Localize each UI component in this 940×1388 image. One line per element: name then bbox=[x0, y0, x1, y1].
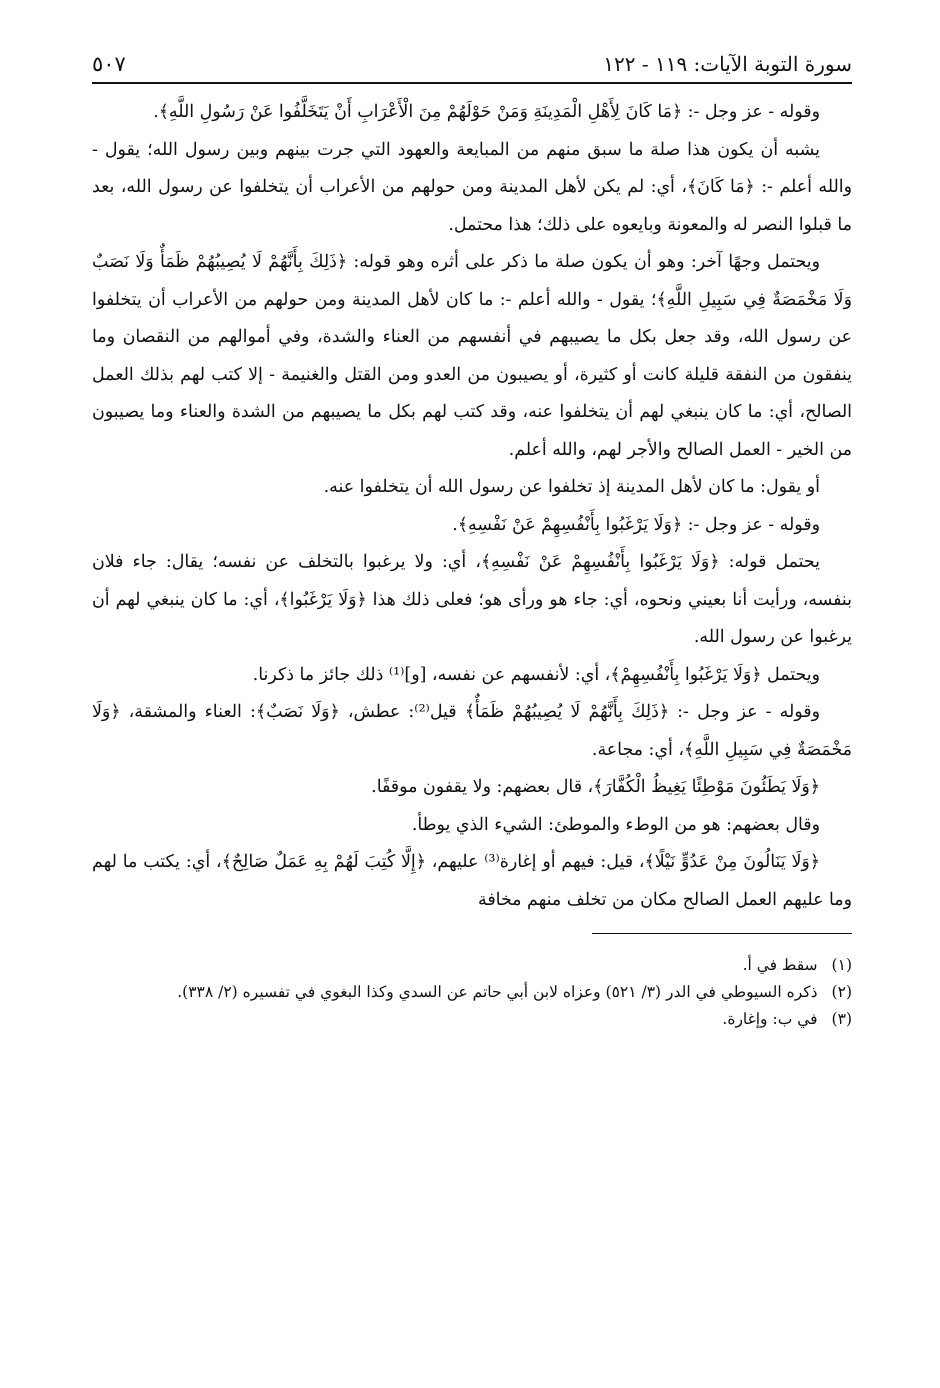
paragraph: ﴿وَلَا يَطَئُونَ مَوْطِئًا يَغِيظُ الْكُفَّارَ﴾، قال بعضهم: ولا يقفون موقفًا. bbox=[371, 777, 820, 797]
footnote-separator bbox=[592, 933, 852, 934]
paragraph: وقال بعضهم: هو من الوطء والموطئ: الشيء الذي يوطأ. bbox=[411, 814, 820, 835]
footnotes bbox=[92, 952, 852, 1033]
paragraph: وقوله - عز وجل -: ﴿ذَلِكَ بِأَنَّهُمْ لَا يُصِيبُهُمْ ظَمَأٌ﴾ قيل⁽²⁾: عطش، ﴿وَلَا نَصَبٌ﴾: العناء والمشقة، ﴿وَلَا مَخْمَصَةٌ فِي سَبِيلِ اللَّهِ﴾، أي: مجاعة. bbox=[92, 702, 852, 760]
page-header bbox=[92, 52, 852, 84]
footnote-text: سقط في أ. bbox=[742, 956, 818, 974]
page-number: ٥٠٧ bbox=[92, 52, 126, 76]
paragraph: ويحتمل ﴿وَلَا يَرْغَبُوا بِأَنْفُسِهِمْ﴾، أي: لأنفسهم عن نفسه، [و]⁽¹⁾ ذلك جائز ما ذكرنا. bbox=[252, 664, 820, 685]
footnote-number: (٣) bbox=[831, 1010, 852, 1028]
footnote-text: في ب: وإغارة. bbox=[722, 1010, 818, 1028]
paragraph: أو يقول: ما كان لأهل المدينة إذ تخلفوا عن رسول الله أن يتخلفوا عنه. bbox=[323, 477, 820, 497]
footnote bbox=[92, 1006, 852, 1033]
paragraph: ويحتمل وجهًا آخر: وهو أن يكون صلة ما ذكر على أثره وهو قوله: ﴿ذَلِكَ بِأَنَّهُمْ لَا يُصِيبُهُمْ ظَمَأٌ وَلَا نَصَبٌ وَلَا مَخْمَصَةٌ فِي سَبِيلِ اللَّهِ﴾؛ يقول - والله أعلم -: ما كان لأهل المدينة ومن حولهم من الأعراب أن يتخلفوا عن رسول الله، وقد جعل بكل ما يصيبهم في أنفسهم من العناء والشدة، وفي أموالهم من النقصان وما ينفقون من النفقة قليلة كانت أو كثيرة، أو يصيبون من العدو ومن القتل والغنيمة - إلا كتب لهم بذلك العمل الصالح، أي: ما كان ينبغي لهم أن يتخلفوا عنه، وقد كتب لهم بكل ما يصيبهم من الشدة والعناء وما يصيبون من الخير - العمل الصالح والأجر لهم، والله أعلم. bbox=[92, 252, 852, 460]
footnote-number: (١) bbox=[831, 956, 852, 974]
paragraph: وقوله - عز وجل -: ﴿مَا كَانَ لِأَهْلِ الْمَدِينَةِ وَمَنْ حَوْلَهُمْ مِنَ الْأَعْرَابِ أَنْ يَتَخَلَّفُوا عَنْ رَسُولِ اللَّهِ﴾. bbox=[153, 102, 820, 122]
paragraph: ﴿وَلَا يَنَالُونَ مِنْ عَدُوٍّ نَيْلًا﴾، قيل: فيهم أو إغارة⁽³⁾ عليهم، ﴿إِلَّا كُتِبَ لَهُمْ بِهِ عَمَلٌ صَالِحٌ﴾، أي: يكتب ما لهم وما عليهم العمل الصالح مكان من تخلف منهم مخافة bbox=[92, 852, 852, 910]
paragraph: يشبه أن يكون هذا صلة ما سبق منهم من المبايعة والعهود التي جرت بينهم وبين رسول الله؛ يقول - والله أعلم -: ﴿مَا كَانَ﴾، أي: لم يكن لأهل المدينة ومن حولهم من الأعراب أن يتخلفوا عن رسول الله، بعد ما قبلوا النصر له والمعونة وبايعوه على ذلك؛ هذا محتمل. bbox=[92, 139, 852, 235]
paragraph: وقوله - عز وجل -: ﴿وَلَا يَرْغَبُوا بِأَنْفُسِهِمْ عَنْ نَفْسِهِ﴾. bbox=[452, 514, 820, 535]
book-page bbox=[92, 52, 852, 1033]
main-text bbox=[92, 94, 852, 919]
footnote-text: ذكره السيوطي في الدر (٣/ ٥٢١) وعزاه لابن أبي حاتم عن السدي وكذا البغوي في تفسيره (٢/ ٣٣٨). bbox=[177, 983, 818, 1001]
footnote-number: (٢) bbox=[831, 983, 852, 1001]
footnote bbox=[92, 979, 852, 1006]
footnote bbox=[92, 952, 852, 979]
paragraph: يحتمل قوله: ﴿وَلَا يَرْغَبُوا بِأَنْفُسِهِمْ عَنْ نَفْسِهِ﴾، أي: ولا يرغبوا بالتخلف عن نفسه؛ يقال: جاء فلان بنفسه، ورأيت أنا بعيني ونحوه، أي: جاء هو ورأى هو؛ فعلى ذلك هذا ﴿وَلَا يَرْغَبُوا﴾، أي: ما كان ينبغي لهم أن يرغبوا عن رسول الله. bbox=[92, 552, 852, 647]
running-title: سورة التوبة الآيات: ١١٩ - ١٢٢ bbox=[603, 52, 852, 76]
